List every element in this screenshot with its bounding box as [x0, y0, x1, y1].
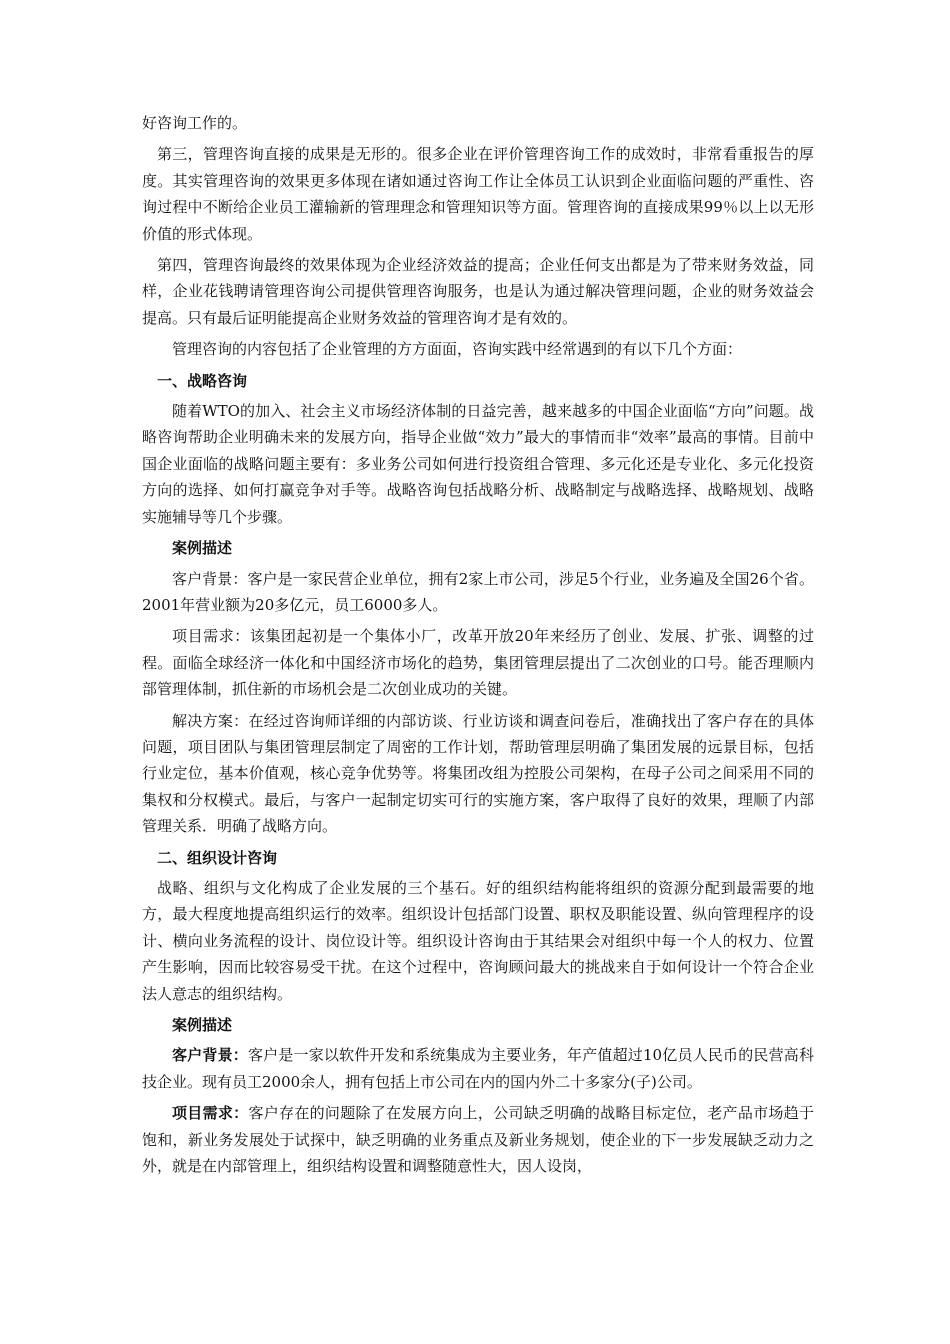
background-text: 客户是一家以软件开发和系统集成为主要业务，年产值超过10亿员人民币的民营高科技企业。现有员工2000余人，拥有包括上市公司在内的国内外二十多家分(子)公司。 [142, 1046, 814, 1091]
section-heading-organization: 二、组织设计咨询 [157, 848, 278, 867]
strategy-intro: 随着WTO的加入、社会主义市场经济体制的日益完善，越来越多的中国企业面临“方向”问题。战略咨询帮助企业明确未来的发展方向，指导企业做“效力”最大的事情而非“效率”最高的事情。目前中国企业面临的战略问题主要有：多业务公司如何进行投资组合管理、多元化还是专业化、多元化投资方向的选择、如何打赢竞争对手等。战略咨询包括战略分析、战略制定与战略选择、战略规划、战略实施辅导等几个步骤。 [142, 402, 814, 526]
paragraph-third-point: 第三，管理咨询直接的成果是无形的。很多企业在评价管理咨询工作的成效时，非常看重报告的厚度。其实管理咨询的效果更多体现在诸如通过咨询工作让全体员工认识到企业面临问题的严重性、咨询过程中不断给企业员工灌输新的管理理念和管理知识等方面。管理咨询的直接成果99％以上以无形价值的形式体现。 [142, 145, 814, 243]
paragraph-continuation: 好咨询工作的。 [142, 114, 248, 132]
strategy-client-background: 客户背景：客户是一家民营企业单位，拥有2家上市公司，涉足5个行业，业务遍及全国26个省。2001年营业额为20多亿元，员工6000多人。 [142, 569, 814, 614]
needs-label: 项目需求： [172, 1104, 249, 1123]
organization-project-needs [142, 1100, 814, 1179]
organization-client-background [142, 1042, 814, 1095]
paragraph-consulting-scope: 管理咨询的内容包括了企业管理的方方面面，咨询实践中经常遇到的有以下几个方面： [172, 340, 743, 359]
section-heading-strategy: 一、战略咨询 [157, 371, 248, 390]
organization-intro: 战略、组织与文化构成了企业发展的三个基石。好的组织结构能将组织的资源分配到最需要的地方，最大程度地提高组织运行的效率。组织设计包括部门设置、职权及职能设置、纵向管理程序的设计、横向业务流程的设计、岗位设计等。组织设计咨询由于其结果会对组织中每一个人的权力、位置产生影响，因而比较容易受干扰。在这个过程中，咨询顾问最大的挑战来自于如何设计一个符合企业法人意志的组织结构。 [142, 878, 814, 1003]
document-page [142, 110, 814, 1184]
background-label: 客户背景： [172, 1046, 248, 1065]
paragraph-fourth-point: 第四，管理咨询最终的效果体现为企业经济效益的提高；企业任何支出都是为了带来财务效益，同样，企业花钱聘请管理咨询公司提供管理咨询服务，也是认为通过解决管理问题，企业的财务效益会提高。只有最后证明能提高企业财务效益的管理咨询才是有效的。 [142, 256, 814, 327]
needs-text: 客户存在的问题除了在发展方向上，公司缺乏明确的战略目标定位，老产品市场趋于饱和，新业务发展处于试探中，缺乏明确的业务重点及新业务规划，使企业的下一步发展缺乏动力之外，就是在内部管理上，组织结构设置和调整随意性大，因人设岗， [142, 1104, 814, 1176]
strategy-project-needs: 项目需求：该集团起初是一个集体小厂，改革开放20年来经历了创业、发展、扩张、调整的过程。面临全球经济一体化和中国经济市场化的趋势，集团管理层提出了二次创业的口号。能否理顺内部管理体制，抓住新的市场机会是二次创业成功的关键。 [142, 627, 814, 699]
strategy-case-title: 案例描述 [172, 539, 233, 558]
organization-case-title: 案例描述 [172, 1016, 233, 1034]
strategy-solution: 解决方案：在经过咨询师详细的内部访谈、行业访谈和调查问卷后，准确找出了客户存在的具体问题，项目团队与集团管理层制定了周密的工作计划，帮助管理层明确了集团发展的远景目标，包括行业定位，基本价值观，核心竞争优势等。将集团改组为控股公司架构，在母子公司之间采用不同的集权和分权模式。最后，与客户一起制定切实可行的实施方案，客户取得了良好的效果，理顺了内部管理关系．明确了战略方向。 [142, 711, 814, 836]
